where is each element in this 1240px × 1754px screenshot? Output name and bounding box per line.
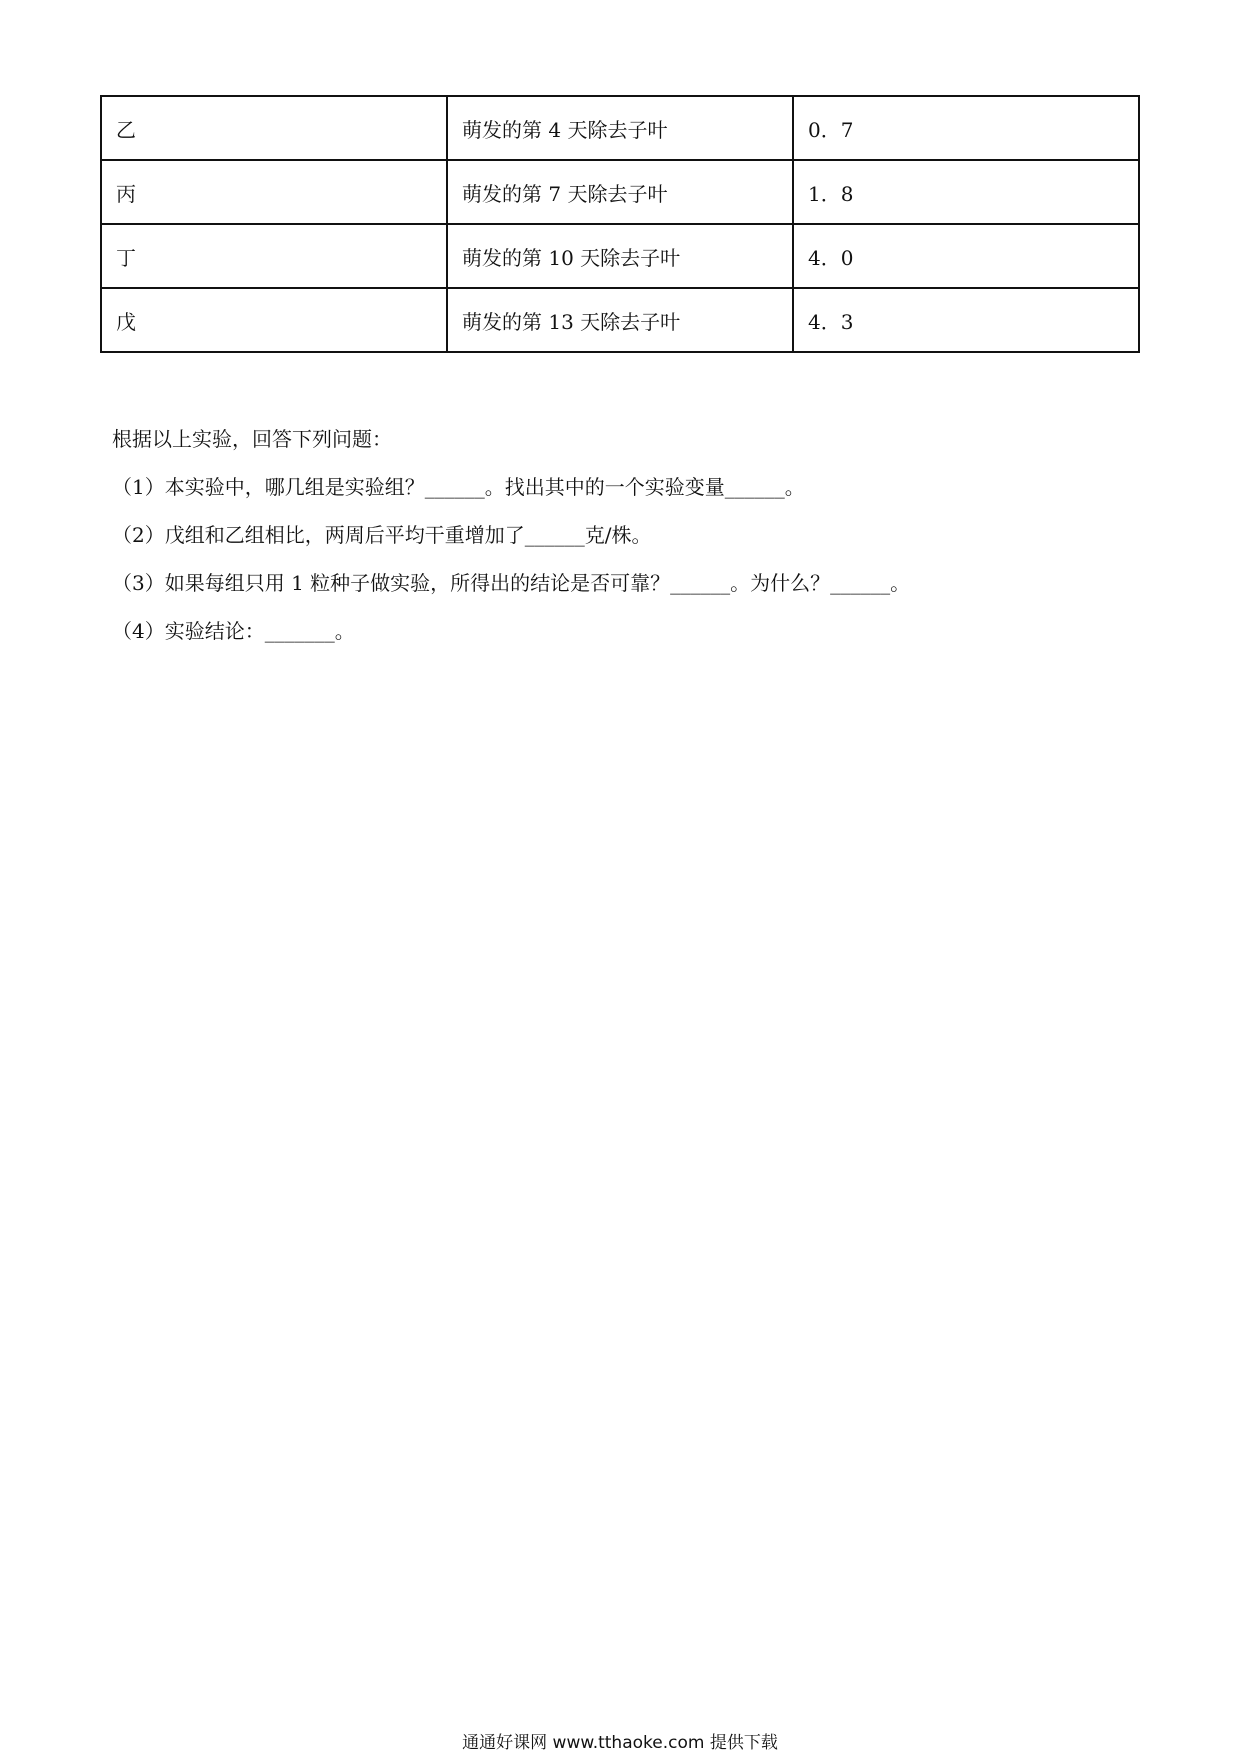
questions-section	[112, 415, 1112, 655]
table-cell-value: 0．7	[793, 96, 1139, 160]
table-row	[101, 160, 1139, 224]
table-cell-group: 乙	[101, 96, 447, 160]
question-1: （1）本实验中，哪几组是实验组？______。找出其中的一个实验变量______。	[112, 475, 805, 499]
table-cell-value: 4．3	[793, 288, 1139, 352]
table-cell-value: 1．8	[793, 160, 1139, 224]
table-cell-treatment: 萌发的第 13 天除去子叶	[447, 288, 793, 352]
table-cell-group: 丙	[101, 160, 447, 224]
table-cell-treatment: 萌发的第 7 天除去子叶	[447, 160, 793, 224]
table-cell-group: 戊	[101, 288, 447, 352]
table-cell-value: 4．0	[793, 224, 1139, 288]
table-cell-treatment: 萌发的第 4 天除去子叶	[447, 96, 793, 160]
data-table	[100, 95, 1140, 353]
question-4: （4）实验结论：_______。	[112, 619, 355, 643]
questions-intro: 根据以上实验，回答下列问题：	[112, 427, 392, 451]
table-cell-treatment: 萌发的第 10 天除去子叶	[447, 224, 793, 288]
table-row	[101, 96, 1139, 160]
page-footer: 通通好课网 www.tthaoke.com 提供下载	[462, 1733, 778, 1753]
question-3: （3）如果每组只用 1 粒种子做实验，所得出的结论是否可靠？______。为什么？______。	[112, 571, 911, 595]
table-cell-group: 丁	[101, 224, 447, 288]
question-2: （2）戊组和乙组相比，两周后平均干重增加了______克/株。	[112, 523, 652, 547]
table-row	[101, 224, 1139, 288]
table-row	[101, 288, 1139, 352]
